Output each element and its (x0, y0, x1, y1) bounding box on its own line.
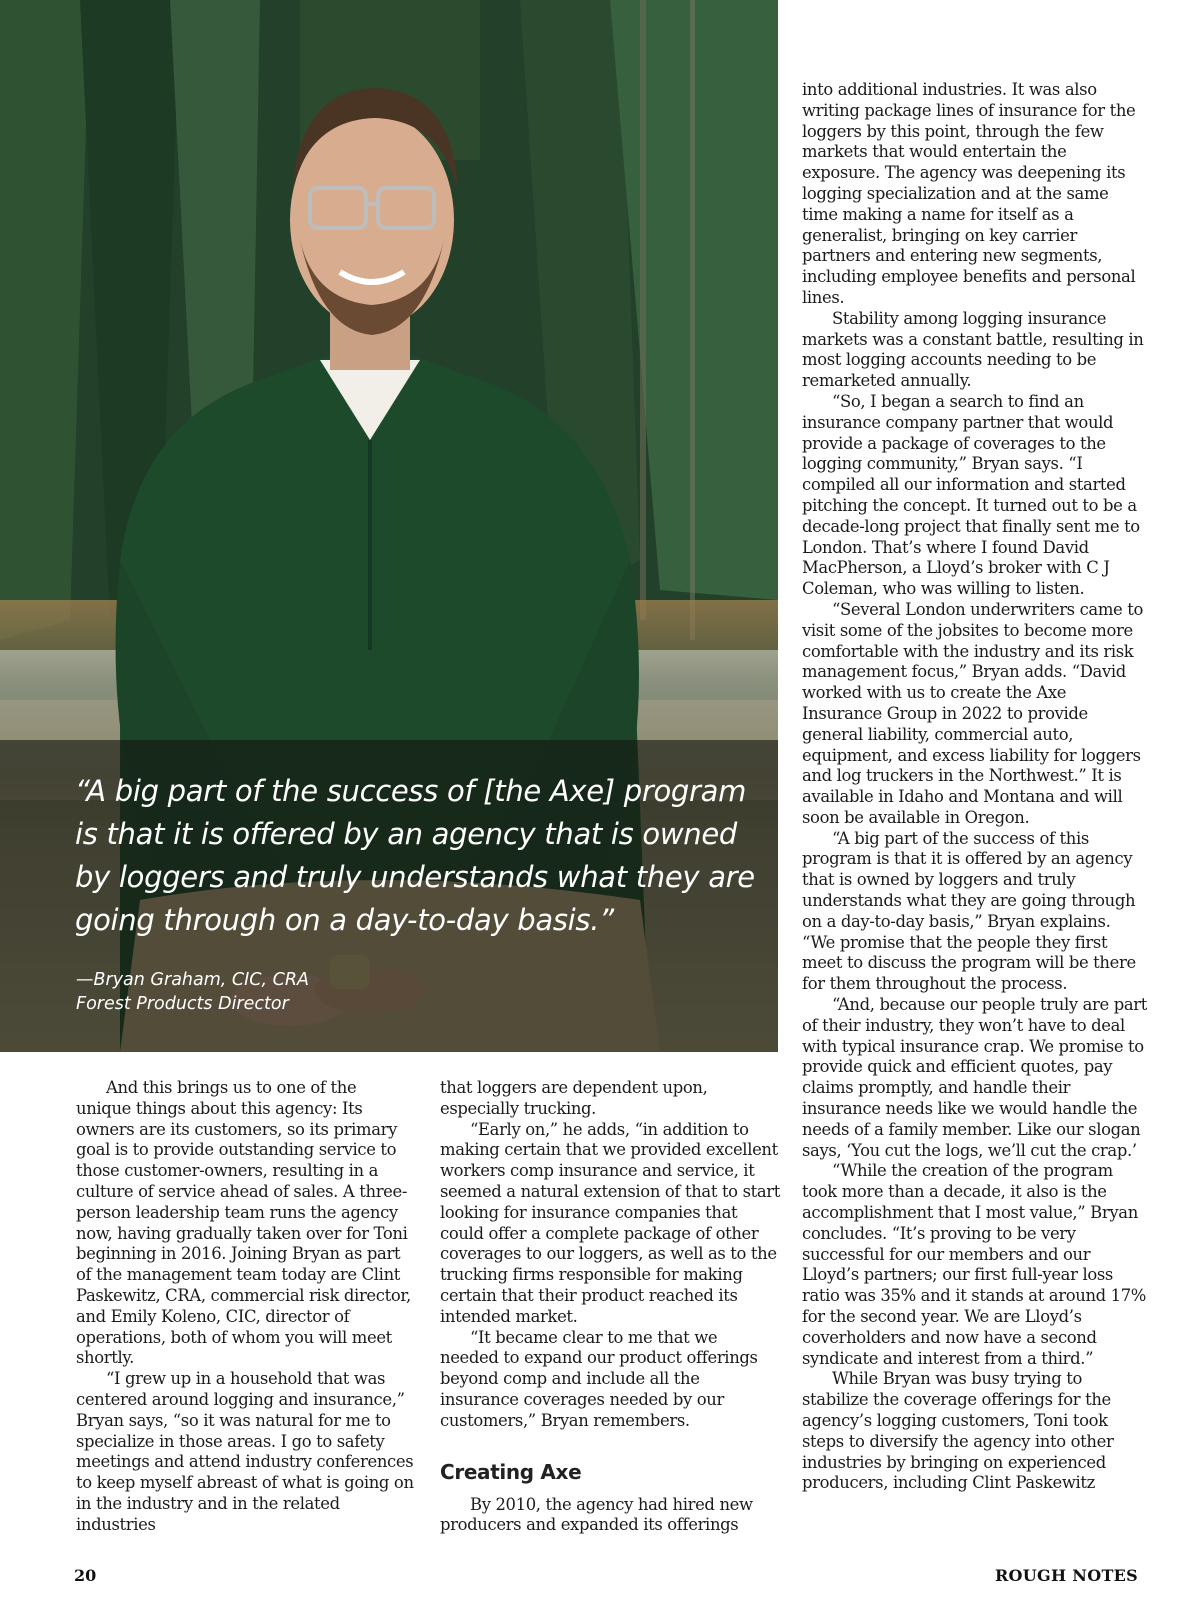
pull-quote: “A big part of the success of [the Axe] program is that it is offered by an agency that is owned by loggers and truly understands what they are going through on a day-to-day basis.” (75, 774, 755, 937)
paragraph: “Early on,” he adds, “in addition to making certain that we provided excellent workers comp insurance and service, it seemed a natural extension of that to start looking for insurance companies that could offer a complete package of other coverages to our loggers, as well as to the trucking firms responsible for making certain that their product reached its intended market. (440, 1119, 781, 1326)
paragraph: “Several London underwriters came to visit some of the jobsites to become more comfortable with the industry and its risk management focus,” Bryan adds. “David worked with us to create the Axe Insurance Group in 2022 to provide general liability, commercial auto, equipment, and excess liability for loggers and log truckers in the Northwest.” It is available in Idaho and Montana and will soon be available in Oregon. (802, 599, 1144, 827)
paragraph: “While the creation of the program took more than a decade, it also is the accomplishment that I most value,” Bryan concludes. “It’s proving to be very successful for our members and our Lloyd’s partners; our first full-year loss ratio was 35% and it stands at around 17% for the second year. We are Lloyd’s coverholders and now have a second syndicate and interest from a third.” (802, 1161, 1147, 1368)
article-column-left (76, 1078, 416, 1536)
paragraph: “So, I began a search to find an insurance company partner that would provide a package of coverages to the logging community,” Bryan says. “I compiled all our information and started pitching the concept. It turned out to be a decade-long project that finally sent me to London. That’s where I found David MacPherson, a Lloyd’s broker with C J Coleman, who was willing to listen. (802, 391, 1140, 599)
page-number: 20 (74, 1566, 97, 1585)
attribution-title: Forest Products Director (76, 994, 289, 1014)
paragraph: And this brings us to one of the unique things about this agency: Its owners are its customers, so its primary goal is to provide outstanding service to those customer-owners, resulting in a culture of service ahead of sales. A three-person leadership team runs the agency now, having gradually taken over for Toni beginning in 2016. Joining Bryan as part of the management team today are Clint Paskewitz, CRA, commercial risk director, and Emily Koleno, CIC, director of operations, both of whom you will meet shortly. (76, 1078, 411, 1368)
paragraph: that loggers are dependent upon, especially trucking. (440, 1078, 708, 1118)
paragraph: Stability among logging insurance markets was a constant battle, resulting in most logging accounts needing to be remarketed annually. (802, 308, 1144, 391)
section-subhead: Creating Axe (440, 1459, 582, 1484)
article-column-right (802, 80, 1148, 1494)
paragraph: “It became clear to me that we needed to expand our product offerings beyond comp and include all the insurance coverages needed by our customers,” Bryan remembers. (440, 1327, 758, 1430)
publication-name: ROUGH NOTES (994, 1566, 1138, 1585)
pull-quote-attribution (76, 968, 676, 1016)
paragraph: into additional industries. It was also writing package lines of insurance for the loggers by this point, through the few markets that would entertain the exposure. The agency was deepening its logging specialization and at the same time making a name for itself as a generalist, bringing on key carrier partners and entering new segments, including employee benefits and personal lines. (802, 80, 1136, 307)
paragraph: “A big part of the success of this program is that it is offered by an agency that is owned by loggers and truly understands what they are going through on a day-to-day basis,” Bryan explains. “We promise that the people they first meet to discuss the program will be there for them throughout the process. (802, 828, 1136, 994)
paragraph: While Bryan was busy trying to stabilize the coverage offerings for the agency’s logging customers, Toni took steps to diversify the agency into other industries by bringing on experienced producers, including Clint Paskewitz (802, 1369, 1114, 1493)
paragraph: By 2010, the agency had hired new producers and expanded its offerings (440, 1494, 753, 1535)
paragraph: “I grew up in a household that was centered around logging and insurance,” Bryan says, “so it was natural for me to specialize in those areas. I go to safety meetings and attend industry conferences to keep myself abreast of what is going on in the industry and in the related industries (76, 1369, 414, 1534)
paragraph: “And, because our people truly are part of their industry, they won’t have to deal with typical insurance crap. We promise to provide quick and efficient quotes, pay claims promptly, and handle their insurance needs like we would handle the needs of a family member. Like our slogan says, ‘You cut the logs, we’ll cut the crap.’ (802, 995, 1148, 1160)
attribution-name: —Bryan Graham, CIC, CRA (76, 970, 309, 990)
article-column-middle (440, 1078, 780, 1536)
